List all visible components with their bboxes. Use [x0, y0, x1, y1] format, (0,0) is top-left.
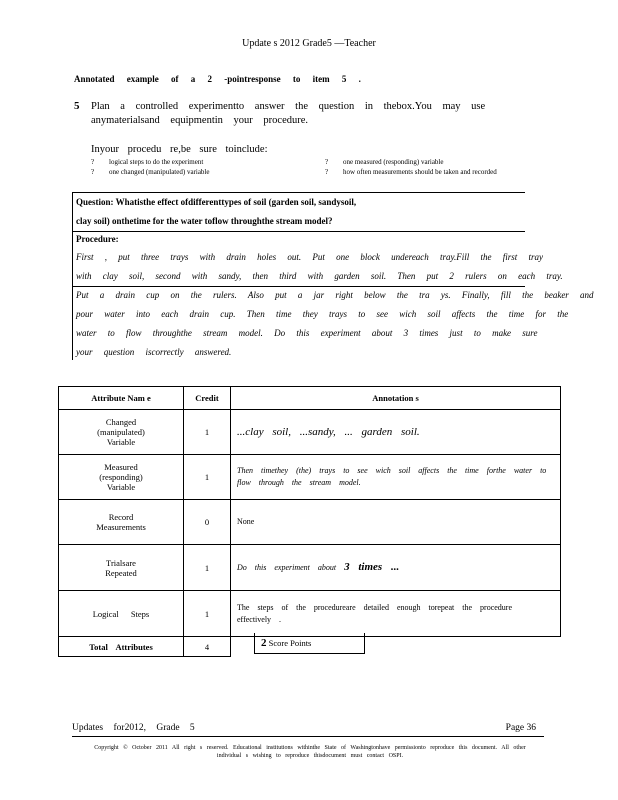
response-line: water to flow throughthe stream model. Do this experiment about 3 times just to make sure: [76, 328, 538, 338]
credit-cell: 1: [184, 545, 231, 591]
student-response-box: [72, 192, 594, 360]
annotation-table: [58, 386, 561, 657]
include-instruction: Inyour procedu re,be sure toinclude:: [91, 144, 268, 155]
header-attribute-name: Attribute Nam e: [59, 387, 184, 410]
response-line: your question iscorrectly answered.: [76, 347, 232, 357]
credit-cell: 1: [184, 410, 231, 455]
example-title: Annotated example of a 2 -pointresponse to item 5 .: [74, 74, 361, 84]
credit-cell: 0: [184, 500, 231, 545]
right-bullet-list: [325, 157, 535, 177]
question-number: 5: [74, 100, 80, 112]
question-text: Plan a controlled experimentto answer the question in thebox.You may use anymaterialsand equipmentin your procedure.: [91, 101, 486, 126]
score-points-box: 2 Score Points: [254, 633, 365, 654]
attribute-cell: Trialsare Repeated: [59, 545, 184, 591]
page-footer: [72, 723, 544, 733]
header-credit: Credit: [184, 387, 231, 410]
procedure-label: Procedure:: [76, 234, 119, 244]
bullet-item: ? logical steps to do the experiment: [91, 158, 204, 166]
table-row: [59, 410, 561, 455]
response-line: First , put three trays with drain holes out. Put one block undereach tray.Fill the first tray: [76, 252, 544, 262]
response-line: pour water into each drain cup. Then time they trays to see wich soil affects the time for the: [76, 309, 569, 319]
table-row: [59, 455, 561, 500]
bullet-item: ? one measured (responding) variable: [325, 158, 444, 166]
bullet-item: ? one changed (manipulated) variable: [91, 168, 210, 176]
response-line: Put a drain cup on the rulers. Also put a jar right below the tra ys. Finally, fill the beaker and: [76, 290, 594, 300]
annotation-cell: Do this experiment about 3 times ...: [231, 545, 561, 591]
page-number: Page 36: [505, 723, 536, 733]
table-row: [59, 500, 561, 545]
response-line: with clay soil, second with sandy, then third with garden soil. Then put 2 rulers on each tray.: [76, 271, 563, 281]
attribute-cell: Changed (manipulated) Variable: [59, 410, 184, 455]
total-credit: 4: [184, 637, 231, 657]
credit-cell: 1: [184, 455, 231, 500]
footer-divider: [72, 736, 544, 737]
annotation-cell: Then timethey (the) trays to see wich soil affects the time forthe water to flow through the stream model.: [231, 455, 561, 500]
table-header-row: [59, 387, 561, 410]
table-row: [59, 545, 561, 591]
attribute-cell: Logical Steps: [59, 591, 184, 637]
annotation-cell: The steps of the procedureare detailed enough torepeat the procedure effectively .: [231, 591, 561, 637]
annotation-cell: None: [231, 500, 561, 545]
attribute-cell: Record Measurements: [59, 500, 184, 545]
bullet-item: ? how often measurements should be taken and recorded: [325, 168, 497, 176]
total-label: Total Attributes: [59, 637, 184, 657]
left-bullet-list: [91, 157, 209, 177]
header-annotations: Annotation s: [231, 387, 561, 410]
response-question-line-1: Question: Whatisthe effect ofdifferenttypes of soil (garden soil, sandysoil,: [76, 197, 357, 207]
attribute-cell: Measured (responding) Variable: [59, 455, 184, 500]
footer-left: Updates for2012, Grade 5: [72, 723, 195, 733]
annotation-cell: ...clay soil, ...sandy, ... garden soil.: [231, 410, 561, 455]
response-question-line-2: clay soil) onthetime for the water toflow throughthe stream model?: [76, 216, 333, 226]
table-row: [59, 591, 561, 637]
copyright-notice: Copyright © October 2011 All right s reserved. Educational institutions withinthe State of Washingtonhave permissionto reproduce this document. All other individual s wishing to reproduce thisdocument must contact OSPI.: [94, 745, 526, 759]
page-header: Update s 2012 Grade5 —Teacher: [242, 38, 376, 49]
credit-cell: 1: [184, 591, 231, 637]
